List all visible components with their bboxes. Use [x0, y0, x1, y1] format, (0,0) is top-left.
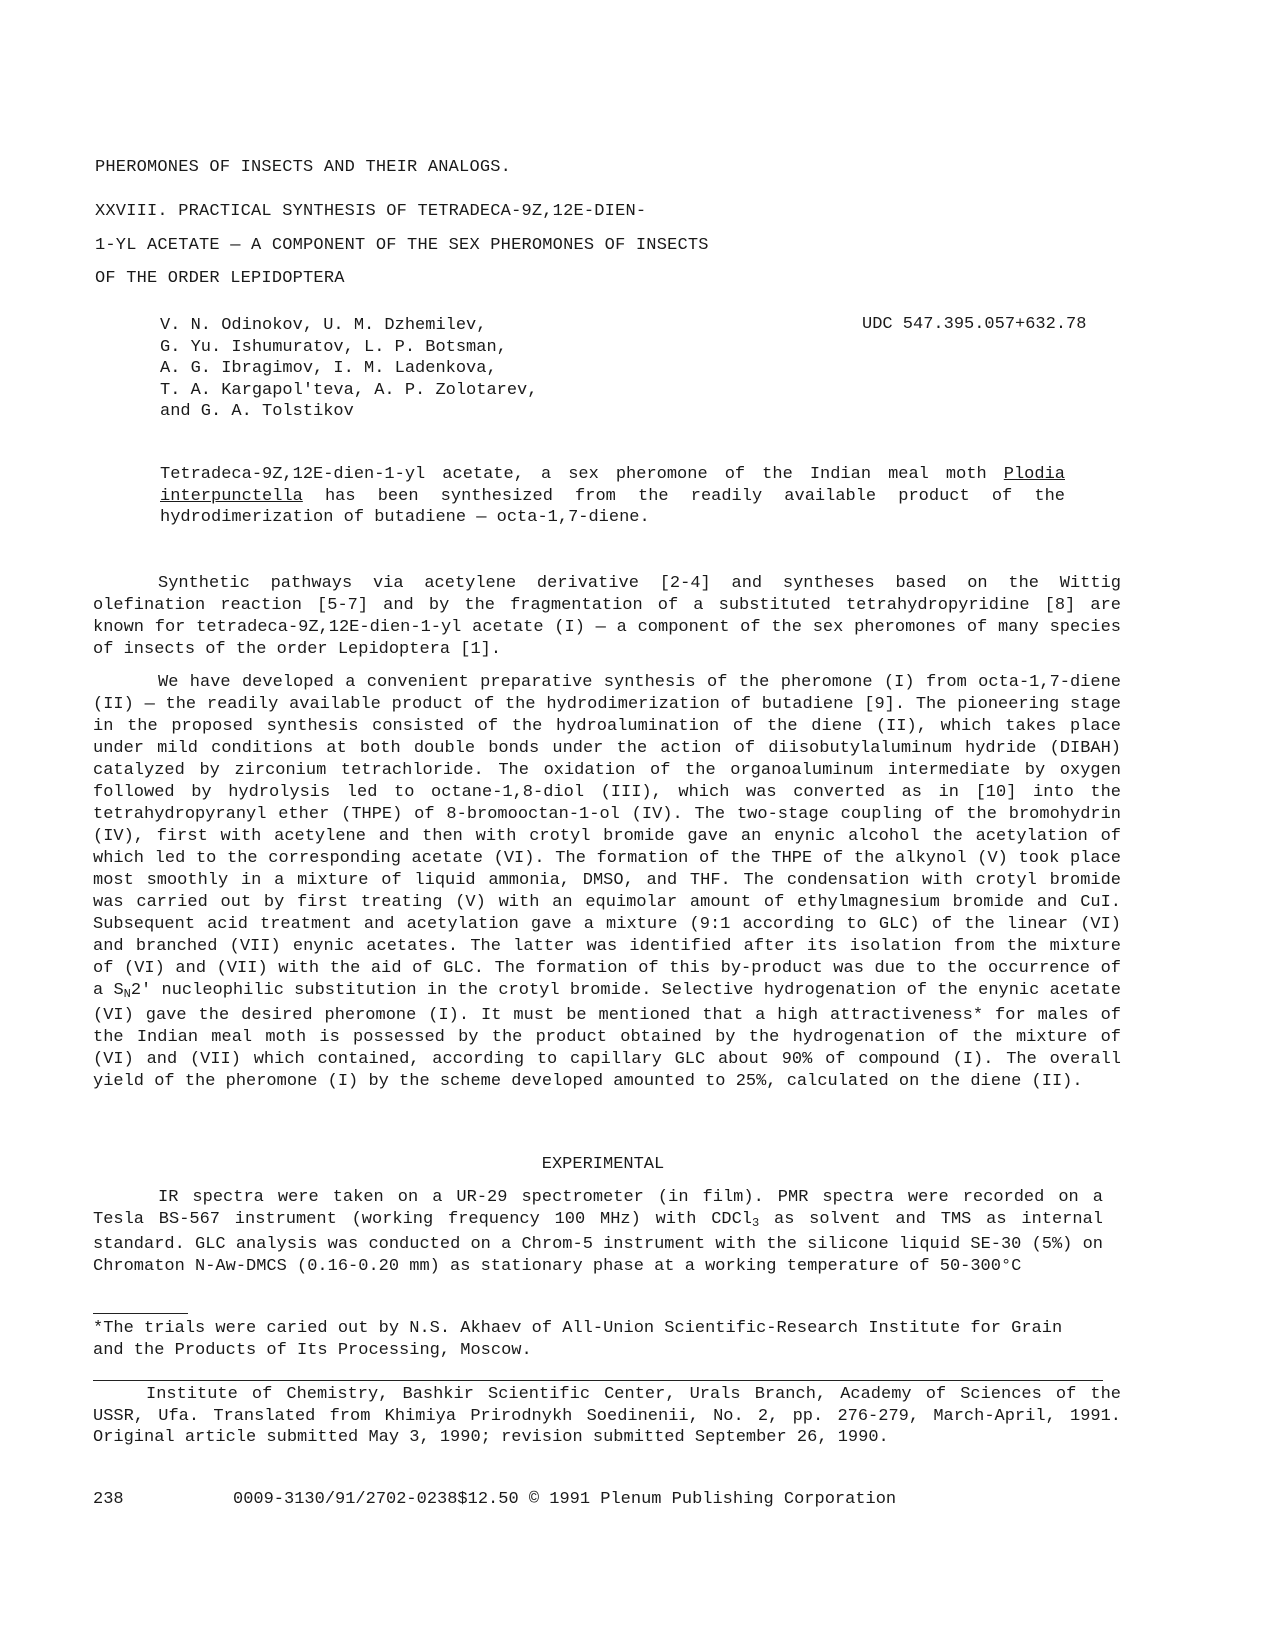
abstract-text: Tetradeca-9Z,12E-dien-1-yl acetate, a sex pheromone of the Indian meal moth — [160, 465, 1004, 484]
experimental-heading: EXPERIMENTAL — [541, 1155, 665, 1174]
author-line: T. A. Kargapol'teva, A. P. Zolotarev, — [160, 380, 538, 400]
title-line-1: XXVIII. PRACTICAL SYNTHESIS OF TETRADECA-9Z,12E-DIEN- — [95, 202, 647, 221]
author-list — [160, 315, 537, 423]
intro-paragraph-block — [93, 573, 1121, 661]
body-text: IR spectra were taken on a UR-29 spectrometer (in film). PMR spectra were recorded on a Tesla BS-567 instrument (working frequency 100 MHz) with CDCl — [93, 1188, 1103, 1229]
footnote-divider — [93, 1313, 188, 1314]
body-paragraph — [93, 672, 1121, 1093]
institution-note — [93, 1384, 1121, 1449]
page-number: 238 — [93, 1490, 124, 1509]
body-paragraph: Synthetic pathways via acetylene derivative [2-4] and syntheses based on the Wittig olefination reaction [5-7] and by the fragmentation of a substituted tetrahydropyridine [8] are known for tetradeca-9Z,12E-dien-1-yl acetate (I) — a component of the sex pheromones of many species of insects of the order Lepidoptera [1]. — [93, 574, 1121, 659]
experimental-paragraph-block — [93, 1187, 1103, 1278]
author-line: G. Yu. Ishumuratov, L. P. Botsman, — [160, 337, 507, 357]
abstract — [160, 464, 1065, 529]
body-text: We have developed a convenient preparative synthesis of the pheromone (I) from octa-1,7-diene (II) — the readily available product of the hydrodimerization of butadiene [9]. The pioneering stage in the proposed synthesis consisted of the hydroalumination of the diene (II), which takes place under mild conditions at both double bonds under the action of diisobutylaluminum hydride (DIBAH) catalyzed by zirconium tetrachloride. The oxidation of the organoaluminum intermediate by oxygen followed by hydrolysis led to octane-1,8-diol (III), which was converted as in [10] into the tetrahydropyranyl ether (THPE) of 8-bromooctan-1-ol (IV). The two-stage coupling of the bromohydrin (IV), first with acetylene and then with crotyl bromide gave an enynic alcohol the acetylation of which led to the corresponding acetate (VI). The formation of the THPE of the alkynol (V) took place most smoothly in a mixture of liquid ammonia, DMSO, and THF. The condensation with crotyl bromide was carried out by first treating (V) with an equimolar amount of ethylmagnesium bromide and CuI. Subsequent acid treatment and acetylation gave a mixture (9:1 according to GLC) of the linear (VI) and branched (VII) enynic acetates. The latter was identified after its isolation from the mixture of (VI) and (VII) with the aid of GLC. The formation of this by-product was due to the occurrence of a S — [93, 673, 1121, 1000]
institution-divider — [93, 1380, 1103, 1381]
species-name: Plodia interpunctella — [160, 465, 1065, 506]
title-line-2: 1-YL ACETATE — A COMPONENT OF THE SEX PHEROMONES OF INSECTS — [95, 236, 709, 255]
footnote: *The trials were caried out by N.S. Akhaev of All-Union Scientific-Research Institute for Grain and the Products of Its Processing, Moscow. — [93, 1319, 1063, 1360]
author-line: A. G. Ibragimov, I. M. Ladenkova, — [160, 359, 497, 378]
main-paragraph-block — [93, 672, 1121, 1093]
title-line-3: OF THE ORDER LEPIDOPTERA — [95, 269, 345, 288]
udc-code: UDC 547.395.057+632.78 — [862, 315, 1087, 334]
subscript: 3 — [752, 1216, 760, 1230]
series-title: PHEROMONES OF INSECTS AND THEIR ANALOGS. — [95, 158, 512, 177]
institution-text: Institute of Chemistry, Bashkir Scientific Center, Urals Branch, Academy of Sciences of the USSR, Ufa. Translated from Khimiya Prirodnykh Soedinenii, No. 2, pp. 276-279, March-April, 1991. Original article submitted May 3, 1990; revision submitted September 26, 1990. — [93, 1385, 1121, 1447]
copyright-line: 0009-3130/91/2702-0238$12.50 © 1991 Plenum Publishing Corporation — [233, 1490, 897, 1509]
body-text: 2' nucleophilic substitution in the crotyl bromide. Selective hydrogenation of the enynic acetate (VI) gave the desired pheromone (I). It must be mentioned that a high attractiveness* for males of the Indian meal moth is possessed by the product obtained by the hydrogenation of the mixture of (VI) and (VII) which contained, according to capillary GLC about 90% of compound (I). The overall yield of the pheromone (I) by the scheme developed amounted to 25%, calculated on the diene (II). — [93, 981, 1121, 1091]
body-text: as solvent and TMS as internal standard. GLC analysis was conducted on a Chrom-5 instrument with the silicone liquid SE-30 (5%) on Chromaton N-Aw-DMCS (0.16-0.20 mm) as stationary phase at a working temperature of 50-300°C — [93, 1210, 1103, 1276]
body-paragraph — [93, 1187, 1103, 1278]
subscript: N — [123, 987, 131, 1001]
abstract-text: has been synthesized from the readily available product of the hydrodimerization of butadiene — octa-1,7-diene. — [160, 486, 1065, 527]
author-line: and G. A. Tolstikov — [160, 402, 354, 421]
author-line: V. N. Odinokov, U. M. Dzhemilev, — [160, 316, 487, 335]
